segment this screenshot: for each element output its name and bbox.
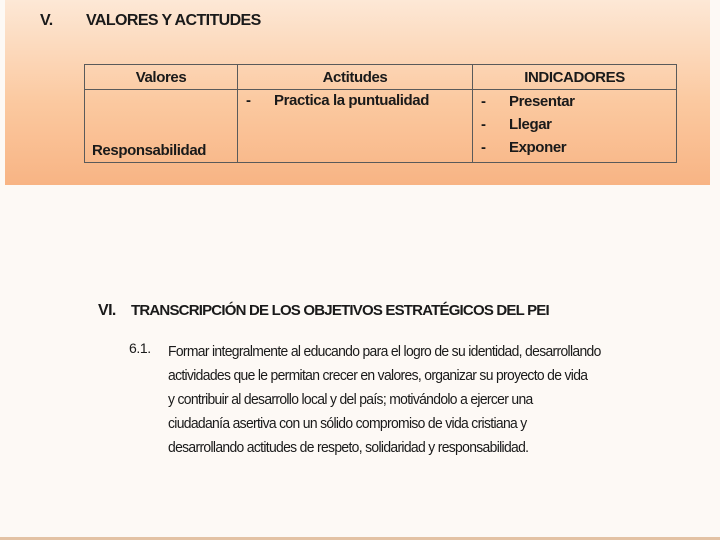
section-vi-title: TRANSCRIPCIÓN DE LOS OBJETIVOS ESTRATÉGICOS DEL PEI <box>131 302 549 319</box>
cell-actitud <box>238 90 473 163</box>
objective-paragraph <box>168 340 601 460</box>
valor-text: Responsabilidad <box>92 142 207 159</box>
indicadores-list <box>473 90 676 161</box>
bullet-dash: - <box>246 92 251 109</box>
header-actitudes: Actitudes <box>238 65 473 90</box>
header-valores: Valores <box>85 65 238 90</box>
values-attitudes-table <box>84 64 677 163</box>
section-v-number: V. <box>40 12 53 29</box>
table-row <box>85 90 677 163</box>
bullet-dash: - <box>481 116 486 133</box>
objective-line: desarrollando actitudes de respeto, solidaridad y responsabilidad. <box>168 440 529 456</box>
objective-number: 6.1. <box>129 340 151 356</box>
section-vi-number: VI. <box>98 302 116 319</box>
list-item <box>481 92 676 115</box>
section-v-title: VALORES Y ACTITUDES <box>86 12 261 29</box>
indicador-text: Exponer <box>509 139 567 156</box>
actitud-text: Practica la puntualidad <box>274 92 430 109</box>
objective-line: ciudadanía asertiva con un sólido compromiso de vida cristiana y <box>168 416 527 432</box>
bullet-dash: - <box>481 93 486 110</box>
objective-line: actividades que le permitan crecer en valores, organizar su proyecto de vida <box>168 368 588 384</box>
cell-indicadores <box>473 90 677 163</box>
objective-line: y contribuir al desarrollo local y del país; motivándolo a ejercer una <box>168 392 533 408</box>
cell-valor <box>85 90 238 163</box>
objective-line: Formar integralmente al educando para el logro de su identidad, desarrollando <box>168 344 601 360</box>
list-item <box>481 115 676 138</box>
indicador-text: Llegar <box>509 116 552 133</box>
bullet-dash: - <box>481 139 486 156</box>
list-item <box>481 138 676 161</box>
indicador-text: Presentar <box>509 93 575 110</box>
table-header-row <box>85 65 677 90</box>
header-indicadores: INDICADORES <box>473 65 677 90</box>
